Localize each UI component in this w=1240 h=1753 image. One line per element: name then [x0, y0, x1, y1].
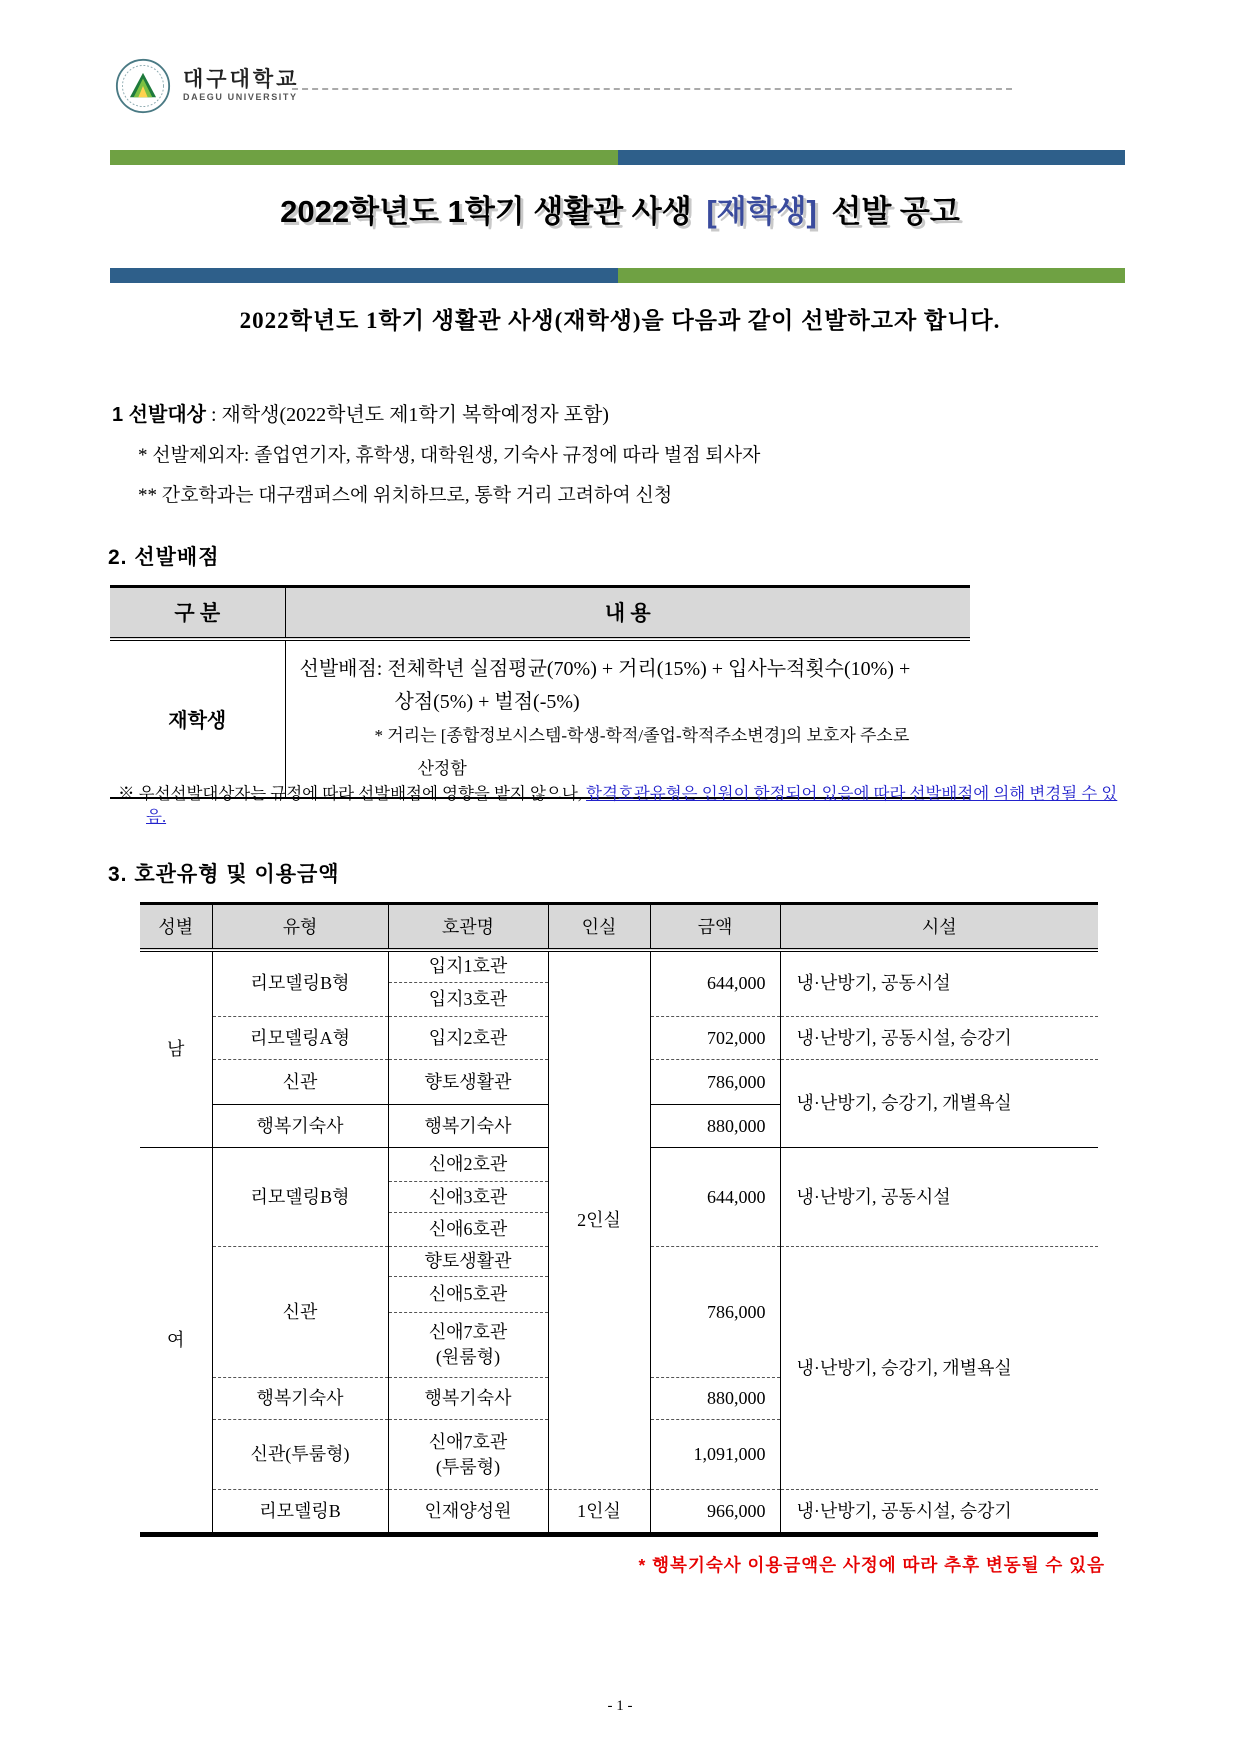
col-gender: 성별 [140, 904, 212, 950]
cell-hall-sinae3: 신애3호관 [388, 1182, 548, 1213]
scoring-distance-note-2: 산정함 [417, 758, 467, 778]
university-seal-icon [115, 58, 171, 114]
cell-type-happy-m: 행복기숙사 [212, 1105, 388, 1148]
cell-fac-elev-bath-m: 냉·난방기, 승강기, 개별욕실 [780, 1060, 1098, 1148]
section-1-note-1: * 선발제외자: 졸업연기자, 휴학생, 대학원생, 기숙사 규정에 따라 벌점 퇴사자 [138, 445, 761, 466]
cell-price-786-f: 786,000 [650, 1247, 780, 1378]
priority-note-plain: ※ 우선선발대상자는 규정에 따라 선발배점에 영향을 받지 않으나, [118, 784, 587, 803]
cell-room-single: 1인실 [548, 1490, 650, 1535]
scoring-table-body-row [110, 639, 970, 798]
page-title-pre: 2022학년도 1학기 생활관 사생 [280, 194, 692, 229]
cell-hall-ipji1: 입지1호관 [388, 950, 548, 983]
cell-hall-happy-m: 행복기숙사 [388, 1105, 548, 1148]
scoring-distance-note: * 거리는 [종합정보시스템-학생-학적/졸업-학적주소변경]의 보호자 주소로 [374, 725, 910, 745]
banner-bar-bottom [110, 268, 1125, 283]
page-number: - 1 - [607, 1698, 633, 1714]
cell-fac-common-f: 냉·난방기, 공동시설 [780, 1148, 1098, 1247]
cell-price-966: 966,000 [650, 1490, 780, 1535]
col-room: 인실 [548, 904, 650, 950]
happy-dorm-fee-note: * 행복기숙사 이용금액은 사정에 따라 추후 변동될 수 있음 [638, 1555, 1105, 1575]
scoring-row-label: 재학생 [110, 639, 285, 798]
col-type: 유형 [212, 904, 388, 950]
cell-hall-happy-f: 행복기숙사 [388, 1378, 548, 1420]
scoring-col-category: 구 분 [110, 587, 285, 639]
cell-fac-common-elev-f: 냉·난방기, 공동시설, 승강기 [780, 1490, 1098, 1535]
section-1-title-rest: : 재학생(2022학년도 제1학기 복학예정자 포함) [205, 404, 609, 426]
table-row [140, 950, 1098, 983]
banner-bar-green-2 [618, 268, 1126, 283]
cell-fac-common-elev-m: 냉·난방기, 공동시설, 승강기 [780, 1017, 1098, 1060]
cell-gender-female: 여 [140, 1148, 212, 1535]
cell-price-702-m: 702,000 [650, 1017, 780, 1060]
scoring-col-content: 내 용 [285, 587, 970, 639]
cell-hall-ipji3: 입지3호관 [388, 983, 548, 1017]
scoring-table-header-row [110, 587, 970, 639]
cell-hall-sinae7-oneroom-type: (원룸형) [435, 1347, 501, 1367]
cell-room-double: 2인실 [548, 950, 650, 1490]
cell-type-new-tworoom-f: 신관(투룸형) [212, 1420, 388, 1490]
priority-note-link[interactable]: 합격호관유형은 인원이 한정되어 있음에 따라 선발배점에 의해 변경될 수 있음. [146, 784, 1118, 826]
banner-bar-blue-2 [110, 268, 618, 283]
cell-price-786-m: 786,000 [650, 1060, 780, 1105]
cell-type-remodelB-f: 리모델링B형 [212, 1148, 388, 1247]
cell-gender-male: 남 [140, 950, 212, 1148]
cell-hall-hyangto-f: 향토생활관 [388, 1247, 548, 1277]
dorm-table-header-row [140, 904, 1098, 950]
scoring-formula-line-2: 상점(5%) + 벌점(-5%) [394, 690, 580, 713]
cell-price-880-m: 880,000 [650, 1105, 780, 1148]
col-facility: 시설 [780, 904, 1098, 950]
cell-type-remodelB-m: 리모델링B형 [212, 950, 388, 1017]
section-2-heading: 2. 선발배점 [108, 546, 220, 569]
page-title [0, 186, 1240, 238]
cell-hall-ipji2: 입지2호관 [388, 1017, 548, 1060]
cell-hall-hyangto-m: 향토생활관 [388, 1060, 548, 1105]
cell-type-remodelA-m: 리모델링A형 [212, 1017, 388, 1060]
cell-price-1091-f: 1,091,000 [650, 1420, 780, 1490]
cell-price-644-m: 644,000 [650, 950, 780, 1017]
scoring-row-content [285, 639, 970, 798]
cell-fac-elev-bath-f: 냉·난방기, 승강기, 개별욕실 [780, 1247, 1098, 1490]
logo-english-name: DAEGU UNIVERSITY [183, 92, 298, 102]
cell-type-happy-f: 행복기숙사 [212, 1378, 388, 1420]
scoring-table [110, 585, 970, 799]
cell-hall-sinae7-tworoom-type: (투룸형) [435, 1456, 501, 1477]
cell-type-new-m: 신관 [212, 1060, 388, 1105]
cell-hall-injae: 인재양성원 [388, 1490, 548, 1535]
section-1 [112, 398, 760, 507]
section-1-note-2: ** 간호학과는 대구캠퍼스에 위치하므로, 통학 거리 고려하여 신청 [138, 485, 673, 506]
letterhead-dashed-rule [292, 88, 1012, 90]
col-price: 금액 [650, 904, 780, 950]
cell-hall-sinae7-tworoom-name: 신애7호관 [428, 1431, 508, 1452]
priority-note [118, 782, 1130, 828]
dorm-fee-table [140, 902, 1098, 1537]
col-hall: 호관명 [388, 904, 548, 950]
letterhead [115, 58, 299, 114]
banner-bar-green [110, 150, 618, 165]
banner-bar-top [110, 150, 1125, 165]
scoring-formula-line-1: 선발배점: 전체학년 실점평균(70%) + 거리(15%) + 입사누적횟수(10%) + [299, 657, 911, 680]
section-3-heading: 3. 호관유형 및 이용금액 [108, 863, 340, 886]
page-title-post: 선발 공고 [831, 194, 960, 229]
cell-fac-common-m: 냉·난방기, 공동시설 [780, 950, 1098, 1017]
cell-type-remodelB2-f: 리모델링B [212, 1490, 388, 1535]
section-1-heading [112, 398, 760, 427]
banner-bar-blue [618, 150, 1126, 165]
page-title-highlight: [재학생] [706, 194, 817, 229]
logo-korean-name: 대구대학교 [183, 68, 300, 91]
intro-sentence: 2022학년도 1학기 생활관 사생(재학생)을 다음과 같이 선발하고자 합니다. [239, 308, 1001, 333]
cell-hall-sinae2: 신애2호관 [388, 1148, 548, 1182]
cell-hall-sinae7-oneroom-name: 신애7호관 [428, 1322, 508, 1342]
section-1-title: 1 선발대상 [112, 404, 206, 426]
cell-hall-sinae5: 신애5호관 [388, 1277, 548, 1313]
cell-type-new-f: 신관 [212, 1247, 388, 1378]
cell-hall-sinae7-oneroom [388, 1313, 548, 1378]
table-row [140, 1490, 1098, 1535]
cell-price-644-f: 644,000 [650, 1148, 780, 1247]
cell-hall-sinae6: 신애6호관 [388, 1213, 548, 1247]
cell-price-880-f: 880,000 [650, 1378, 780, 1420]
cell-hall-sinae7-tworoom [388, 1420, 548, 1490]
logo-text [183, 69, 299, 103]
